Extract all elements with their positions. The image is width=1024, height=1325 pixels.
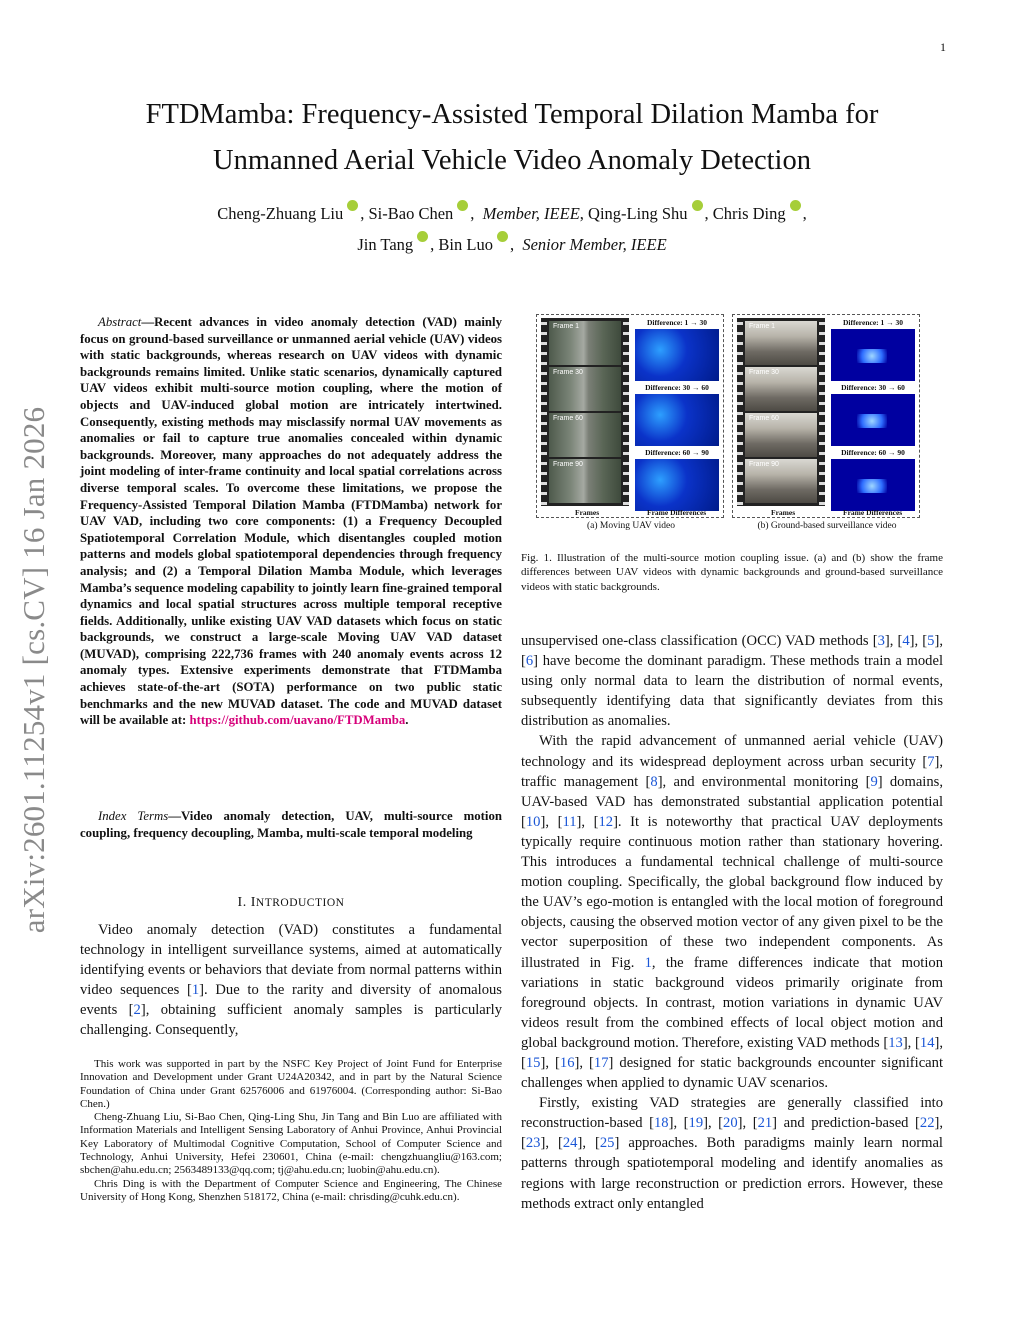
text-run: ], [: [909, 633, 928, 649]
abstract: [80, 314, 502, 729]
citation-link[interactable]: 10: [525, 813, 541, 830]
video-frame: [745, 321, 817, 365]
citation-link[interactable]: 12: [598, 813, 614, 830]
section-numeral: I.: [237, 895, 251, 910]
citation-link[interactable]: 22: [919, 1115, 935, 1132]
diff-label: Difference: 30 → 60: [635, 383, 719, 392]
author-3: Qing-Ling Shu: [588, 204, 688, 223]
author-6: Bin Luo: [438, 235, 493, 254]
orcid-icon[interactable]: [790, 200, 801, 211]
footnote-funding: This work was supported in part by the NSFC Key Project of Joint Fund for Enterprise Innovation and Development under Grant U24A20342, and in part by the Natural Science Foundation of China under Grant 62576006 and 61976004. (Corresponding author: Si-Bao Chen.): [80, 1058, 502, 1110]
text-run: , the frame differences indicate that motion variations in static background videos primarily originate from foreground objects. In contrast, motion variations in dynamic UAV videos result from the combined effects of local object motion and global background motion. Therefore, existing VAD methods [: [521, 954, 943, 1051]
citation-link[interactable]: 7: [927, 753, 935, 770]
video-frame: [745, 459, 817, 503]
orcid-icon[interactable]: [497, 231, 508, 242]
paragraph-uav: [521, 731, 943, 1093]
title-line-1: FTDMamba: Frequency-Assisted Temporal Dilation Mamba for: [145, 99, 879, 130]
difference-map: [635, 459, 719, 511]
film-strip: [737, 318, 825, 506]
frame-label: Frame 90: [553, 461, 583, 468]
citation-link[interactable]: 23: [525, 1135, 541, 1152]
video-frame: [549, 459, 621, 503]
video-frame: [549, 367, 621, 411]
text-run: ], [: [521, 1034, 943, 1071]
citation-link[interactable]: 18: [653, 1115, 669, 1132]
author-list: Cheng-Zhuang Liu , Si-Bao Chen , Member, IEEE, Qing-Ling Shu , Chris Ding , Jin Tang , Bin Luo , Senior Member, IEEE: [80, 198, 944, 260]
difference-map: [831, 329, 915, 381]
subcaption-a: (a) Moving UAV video: [586, 521, 676, 531]
text-run: ] designed for static backgrounds encounter significant challenges when applied to dynamic UAV scenarios.: [521, 1054, 943, 1092]
abstract-end: .: [405, 713, 409, 728]
citation-link[interactable]: 9: [870, 773, 878, 790]
index-terms: [80, 808, 502, 841]
abstract-text: —Recent advances in video anomaly detection (VAD) mainly focus on ground-based surveillance or unmanned aerial vehicle (UAV) videos with static backgrounds, whereas research on UAV videos with dynamic backgrounds remains limited. Unlike static scenarios, dynamically captured UAV videos exhibit multi-source motion coupling, where the motion of objects and UAV-induced global motion are intricately intertwined. Consequently, existing methods may misclassify normal UAV movements as anomalies or fail to capture true anomalies concealed within dynamic backgrounds. Moreover, many approaches do not adequately address the joint modeling of inter-frame continuity and local spatial correlations across diverse temporal scales. To overcome these limitations, we propose the Frequency-Assisted Temporal Dilation Mamba (FTDMamba) network for UAV VAD, including two core components: (1) a Frequency Decoupled Spatiotemporal Correlation Module, which disentangles coupled motion patterns and models global spatiotemporal dependencies through frequency analysis; and (2) a Temporal Dilation Mamba Module, which leverages Mamba’s sequence modeling capability to jointly learn fine-grained temporal dynamics and local spatial structures across multiple temporal receptive fields. Additionally, unlike existing UAV VAD datasets which focus on static backgrounds, we construct a large-scale Moving UAV VAD dataset (MUVAD), comprising 222,736 frames with 240 anomaly events across 12 anomaly types. Extensive experiments demonstrate that FTDMamba achieves state-of-the-art (SOTA) performance on two public static benchmarks and the new MUVAD dataset. The code and MUVAD dataset will be available at:: [80, 315, 502, 728]
arxiv-stamp-text: arXiv:2601.11254v1 [cs.CV] 16 Jan 2026: [16, 406, 51, 934]
text-run: ] and prediction-based [: [772, 1115, 920, 1132]
author-4: Chris Ding: [712, 204, 786, 223]
intro-text: ], obtaining sufficient anomaly samples is particularly challenging. Consequently,: [80, 1002, 502, 1039]
paper-title: [80, 92, 944, 184]
figure-caption: Fig. 1. Illustration of the multi-source motion coupling issue. (a) and (b) show the frame differences between UAV videos with dynamic backgrounds and ground-based surveillance videos with static backgrounds.: [521, 552, 943, 593]
diff-label: Difference: 1 → 30: [635, 318, 719, 327]
author-1: Cheng-Zhuang Liu: [217, 204, 344, 223]
frame-label: Frame 30: [553, 369, 583, 376]
citation-link[interactable]: 11: [562, 813, 577, 830]
video-frame: [549, 321, 621, 365]
text-run: ], [: [902, 1034, 920, 1051]
text-run: ], [: [703, 1115, 724, 1132]
text-run: Firstly, existing VAD strategies are generally classified into reconstruction-based [: [521, 1095, 943, 1132]
citation-link[interactable]: 1: [191, 982, 200, 999]
paragraph-occ: [521, 631, 943, 731]
video-frame: [745, 413, 817, 457]
text-run: With the rapid advancement of unmanned aerial vehicle (UAV) technology and its widespread deployment across urban security [: [521, 733, 943, 770]
intro-text: Video anomaly detection (VAD) constitutes a fundamental technology in intelligent surveillance systems, aimed at automatically identifying events or behaviors that deviate from normal patterns within video sequences [: [80, 922, 502, 999]
arxiv-stamp: [12, 380, 56, 960]
citation-link[interactable]: 24: [562, 1135, 578, 1152]
text-run: ], [: [540, 1054, 560, 1071]
text-run: ], [: [737, 1115, 758, 1132]
diff-label: Difference: 60 → 90: [635, 448, 719, 457]
citation-link[interactable]: 2: [133, 1002, 141, 1019]
section-cap: I: [250, 895, 256, 910]
video-frame: [549, 413, 621, 457]
section-rest: NTRODUCTION: [255, 897, 345, 909]
paragraph-strategies: [521, 1093, 943, 1214]
text-run: ], [: [668, 1115, 689, 1132]
page-number: 1: [940, 40, 946, 54]
intro-text: ]. Due to the rarity and diversity of anomalous events [: [80, 982, 502, 1019]
frame-label: Frame 30: [749, 369, 779, 376]
footer-frames: Frames: [771, 508, 796, 517]
figure-panel-a: [536, 314, 724, 531]
text-run: ], and environmental monitoring [: [657, 773, 871, 790]
text-run: ], [: [521, 633, 943, 670]
author-2: Si-Bao Chen: [368, 204, 454, 223]
footnote-affiliation: Cheng-Zhuang Liu, Si-Bao Chen, Qing-Ling Shu, Jin Tang and Bin Luo are affiliated with Information Materials and Intelligent Sensing Laboratory of Anhui Province, Anhui Provincial Key Laboratory of Multimodal Cognitive Computation, School of Computer Science and Technology, Anhui University, Hefei 230601, China (e-mail: chengzhuangliu@163.com; sbchen@ahu.edu.cn; 2563489133@qq.com; tj@ahu.edu.cn; luobin@ahu.edu.cn).: [80, 1111, 502, 1177]
citation-link[interactable]: 13: [888, 1034, 903, 1051]
diff-label: Difference: 30 → 60: [831, 383, 915, 392]
text-run: ], traffic management [: [521, 753, 943, 790]
orcid-icon[interactable]: [347, 200, 358, 211]
subcaption-b: (b) Ground-based surveillance video: [757, 521, 897, 531]
frame-label: Frame 60: [553, 415, 583, 422]
orcid-icon[interactable]: [457, 200, 468, 211]
footer-diffs: Frame Differences: [647, 508, 707, 517]
difference-map: [635, 394, 719, 446]
orcid-icon[interactable]: [692, 200, 703, 211]
text-run: ], [: [577, 1135, 600, 1152]
figure-panel-b: [732, 314, 920, 531]
difference-map: [831, 394, 915, 446]
intro-paragraph: [80, 920, 502, 1041]
footer-frames: Frames: [575, 508, 600, 517]
difference-map: [635, 329, 719, 381]
citation-link[interactable]: 6: [525, 653, 534, 670]
abstract-label: Abstract: [98, 315, 142, 329]
citation-link[interactable]: 14: [919, 1034, 935, 1051]
citation-link[interactable]: 4: [902, 633, 910, 649]
citation-link[interactable]: 16: [559, 1054, 575, 1071]
citation-link[interactable]: 3: [877, 633, 885, 649]
text-run: ] domains, UAV-based VAD has demonstrated substantial application potential [: [521, 773, 943, 830]
citation-link[interactable]: 21: [757, 1115, 773, 1132]
author-5: Jin Tang: [357, 235, 414, 254]
author-6-role: Senior Member, IEEE: [522, 235, 667, 254]
text-run: ], [: [576, 813, 599, 830]
video-frame: [745, 367, 817, 411]
section-heading: [80, 895, 502, 911]
film-strip: [541, 318, 629, 506]
text-run: unsupervised one-class classification (OCC) VAD methods [: [521, 633, 878, 649]
diff-label: Difference: 60 → 90: [831, 448, 915, 457]
citation-link[interactable]: 8: [650, 773, 658, 790]
right-column-body: [521, 631, 943, 1214]
citation-link[interactable]: 25: [599, 1135, 615, 1152]
text-run: ], [: [574, 1054, 594, 1071]
frame-label: Frame 60: [749, 415, 779, 422]
citation-link[interactable]: 17: [593, 1054, 609, 1071]
frame-label: Frame 1: [749, 323, 776, 330]
figure-link[interactable]: 1: [644, 954, 652, 971]
text-run: ], [: [540, 1135, 563, 1152]
code-link[interactable]: https://github.com/uavano/FTDMamba: [189, 713, 406, 728]
difference-map: [831, 459, 915, 511]
index-terms-text: —Video anomaly detection, UAV, multi-source motion coupling, frequency decoupling, Mamba, multi-scale temporal modeling: [80, 809, 502, 840]
diff-label: Difference: 1 → 30: [831, 318, 915, 327]
orcid-icon[interactable]: [417, 231, 428, 242]
index-terms-label: Index Terms: [98, 809, 169, 823]
citation-link[interactable]: 15: [525, 1054, 541, 1071]
figure-1: [534, 314, 932, 530]
title-line-2: Unmanned Aerial Vehicle Video Anomaly Detection: [213, 145, 811, 176]
text-run: ], [: [521, 1115, 943, 1152]
text-run: ] approaches. Both paradigms mainly learn normal patterns through spatiotemporal modeling and identify anomalies as regions with large reconstruction or prediction errors. However, these methods extract only entangled: [521, 1135, 943, 1212]
text-run: ]. It is noteworthy that practical UAV deployments typically require continuous motion rather than stationary hovering. This introduces a fundamental technical challenge of multi-source motion coupling. Specifically, the global background flow induced by the UAV’s ego-motion is entangled with the local motion of foreground objects, causing the observed motion vector of any given pixel to be the vector superposition of these two independent components. As illustrated in Fig.: [521, 813, 943, 971]
citation-link[interactable]: 5: [927, 633, 935, 649]
frame-label: Frame 1: [553, 323, 580, 330]
author-2-role: Member, IEEE: [482, 204, 580, 223]
citation-link[interactable]: 19: [688, 1115, 704, 1132]
footnotes: [80, 1058, 502, 1204]
text-run: ] have become the dominant paradigm. These methods train a model using only normal data to learn the distribution of normal events, subsequently identifying data that significantly deviates from this distribution as anomalies.: [521, 653, 943, 730]
text-run: ], [: [884, 633, 903, 649]
footer-diffs: Frame Differences: [843, 508, 903, 517]
citation-link[interactable]: 20: [723, 1115, 738, 1132]
footnote-ding: Chris Ding is with the Department of Computer Science and Engineering, The Chinese University of Hong Kong, Shenzhen 518172, China (e-mail: chrisding@cuhk.edu.cn).: [80, 1177, 502, 1203]
text-run: ], [: [540, 813, 563, 830]
frame-label: Frame 90: [749, 461, 779, 468]
